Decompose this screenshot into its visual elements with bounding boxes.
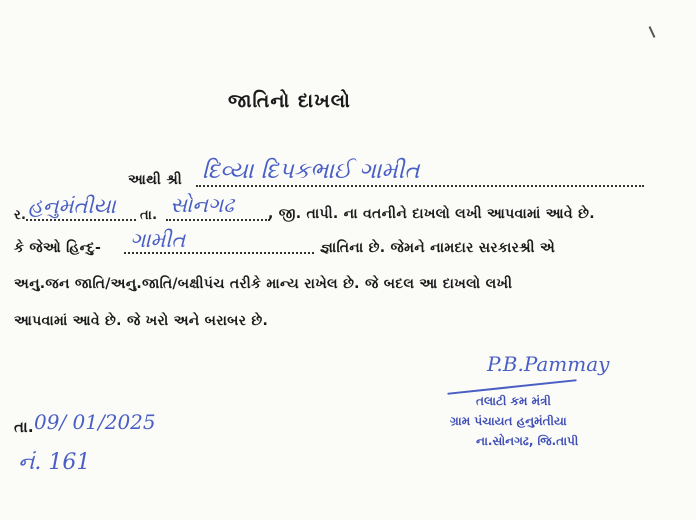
taluka-label: તા. <box>140 208 158 223</box>
line5: આપવામાં આવે છે. જે ખરો અને બરાબર છે. <box>14 313 269 329</box>
stamp-designation: તલાટી કમ મંત્રી <box>476 394 551 408</box>
caste-dotted-line <box>124 252 314 254</box>
certificate-title: જાતિનો દાખલો <box>228 90 351 112</box>
line2-suffix: , જી. તાપી. ના વતનીને દાખલો લખી આપવામાં આવે છે. <box>268 206 595 222</box>
taluka-dotted-line <box>166 219 270 221</box>
certificate-page: જાતિનો દાખલો આથી શ્રી દિવ્યા દિપકભાઈ ગામીત ર. હનુમંતીયા તા. સોનગઢ , જી. તાપી. ના વતનીને દાખલો લખી આપવામાં આવે છે. કે જેઓ હિન્દુ- ગામીત જ્ઞાતિના છે. જેમને નામદાર સરકારશ્રી એ અનુ.જન જાતિ/અનુ.જાતિ/બક્ષીપંચ તરીકે માન્ય રાખેલ છે. જે બદલ આ દાખલો લખી આપવામાં આવે છે. જે ખરો અને બરાબર છે. તા. 09/ 01/2025 નં. 161 P.B.Pammay તલાટી કમ મંત્રી ગ્રામ પંચાયત હનુમંતીયા ના.સોનગઢ, જિ.તાપી <box>0 0 696 520</box>
pen-mark <box>649 26 656 38</box>
stamp-panchayat: ગ્રામ પંચાયત હનુમંતીયા <box>450 414 567 428</box>
taluka-name: સોનગઢ <box>170 193 234 217</box>
line3-suffix: જ્ઞાતિના છે. જેમને નામદાર સરકારશ્રી એ <box>320 240 556 256</box>
date-value: 09/ 01/2025 <box>34 410 156 434</box>
holder-name: દિવ્યા દિપકભાઈ ગામીત <box>202 158 420 184</box>
stamp-address: ના.સોનગઢ, જિ.તાપી <box>476 434 579 448</box>
certificate-number: નં. 161 <box>18 450 91 475</box>
village-name: હનુમંતીયા <box>28 194 116 218</box>
signature-underline <box>447 379 576 395</box>
signature: P.B.Pammay <box>487 352 610 376</box>
date-label: તા. <box>14 418 34 436</box>
village-dotted-line <box>26 219 136 221</box>
line4: અનુ.જન જાતિ/અનુ.જાતિ/બક્ષીપંચ તરીકે માન્ય રાખેલ છે. જે બદલ આ દાખલો લખી <box>14 276 513 292</box>
name-dotted-line <box>196 185 644 187</box>
line1-prefix: આથી શ્રી <box>128 172 183 188</box>
caste-name: ગામીત <box>130 228 186 252</box>
line3-prefix: કે જેઓ હિન્દુ- <box>14 240 102 256</box>
